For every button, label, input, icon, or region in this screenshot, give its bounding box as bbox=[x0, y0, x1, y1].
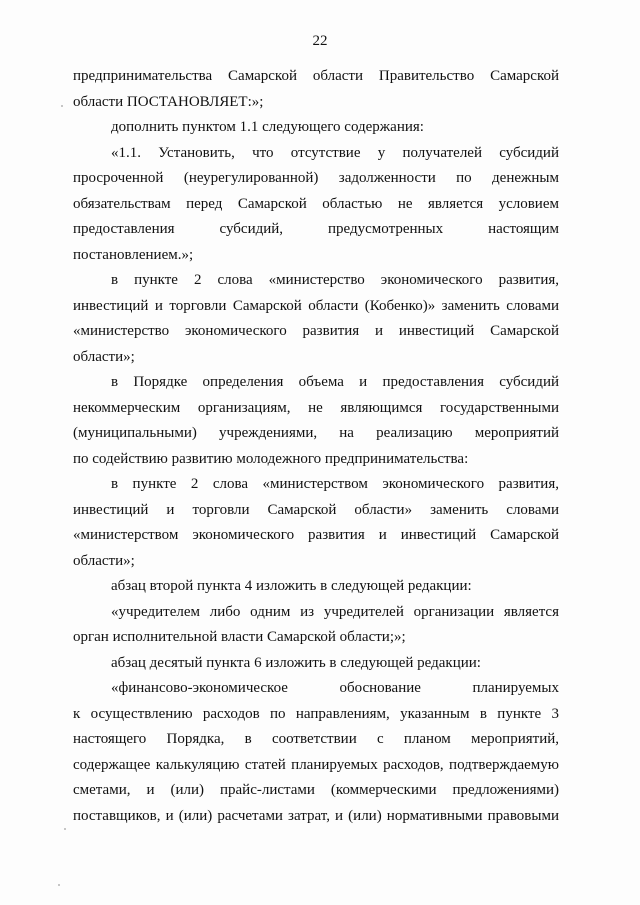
text-line: орган исполнительной власти Самарской области;»; bbox=[73, 629, 406, 645]
text-line: инвестиций и торговли Самарской области (Кобенко)» заменить словами bbox=[73, 297, 559, 314]
text-line: поставщиков, и (или) расчетами затрат, и (или) нормативными правовыми bbox=[73, 807, 559, 824]
document-body bbox=[73, 64, 559, 829]
text-line: просроченной (неурегулированной) задолженности по денежным bbox=[73, 170, 559, 186]
text-line: предоставления субсидий, предусмотренных настоящим bbox=[73, 221, 559, 237]
text-line: в пункте 2 слова «министерством экономического развития, bbox=[111, 476, 559, 492]
text-line: «учредителем либо одним из учредителей организации является bbox=[111, 603, 559, 620]
scan-speck bbox=[61, 105, 63, 107]
text-line: «министерством экономического развития и инвестиций Самарской bbox=[73, 527, 559, 543]
text-line: дополнить пунктом 1.1 следующего содержания: bbox=[111, 119, 424, 135]
text-line: некоммерческим организациям, не являющимся государственными bbox=[73, 399, 559, 416]
text-line: по содействию развитию молодежного предпринимательства: bbox=[73, 450, 469, 467]
text-line: области ПОСТАНОВЛЯЕТ:»; bbox=[73, 93, 264, 110]
text-line: области»; bbox=[73, 552, 135, 569]
text-line: постановлением.»; bbox=[73, 246, 194, 263]
text-line: к осуществлению расходов по направлениям, указанным в пункте 3 bbox=[73, 705, 559, 722]
scan-speck bbox=[58, 884, 60, 886]
text-line: содержащее калькуляцию статей планируемых расходов, подтверждаемую bbox=[73, 756, 559, 773]
page-number: 22 bbox=[312, 33, 328, 49]
text-line: абзац десятый пункта 6 изложить в следующей редакции: bbox=[111, 654, 481, 671]
text-line: области»; bbox=[73, 348, 135, 365]
text-line: «финансово-экономическое обоснование планируемых bbox=[111, 680, 559, 696]
text-line: в Порядке определения объема и предоставления субсидий bbox=[111, 374, 559, 390]
text-line: инвестиций и торговли Самарской области» заменить словами bbox=[73, 501, 559, 518]
text-line: обязательствам перед Самарской областью не является условием bbox=[73, 195, 559, 212]
text-line: в пункте 2 слова «министерство экономического развития, bbox=[111, 272, 559, 288]
text-line: сметами, и (или) прайс-листами (коммерческими предложениями) bbox=[73, 782, 559, 798]
text-line: (муниципальными) учреждениями, на реализацию мероприятий bbox=[73, 425, 559, 441]
text-line: настоящего Порядка, в соответствии с планом мероприятий, bbox=[73, 731, 559, 747]
text-line: «министерство экономического развития и инвестиций Самарской bbox=[73, 323, 559, 339]
scan-speck bbox=[64, 828, 66, 830]
text-line: предпринимательства Самарской области Правительство Самарской bbox=[73, 68, 559, 84]
text-line: абзац второй пункта 4 изложить в следующей редакции: bbox=[111, 578, 472, 594]
text-line: «1.1. Установить, что отсутствие у получателей субсидий bbox=[111, 144, 559, 161]
